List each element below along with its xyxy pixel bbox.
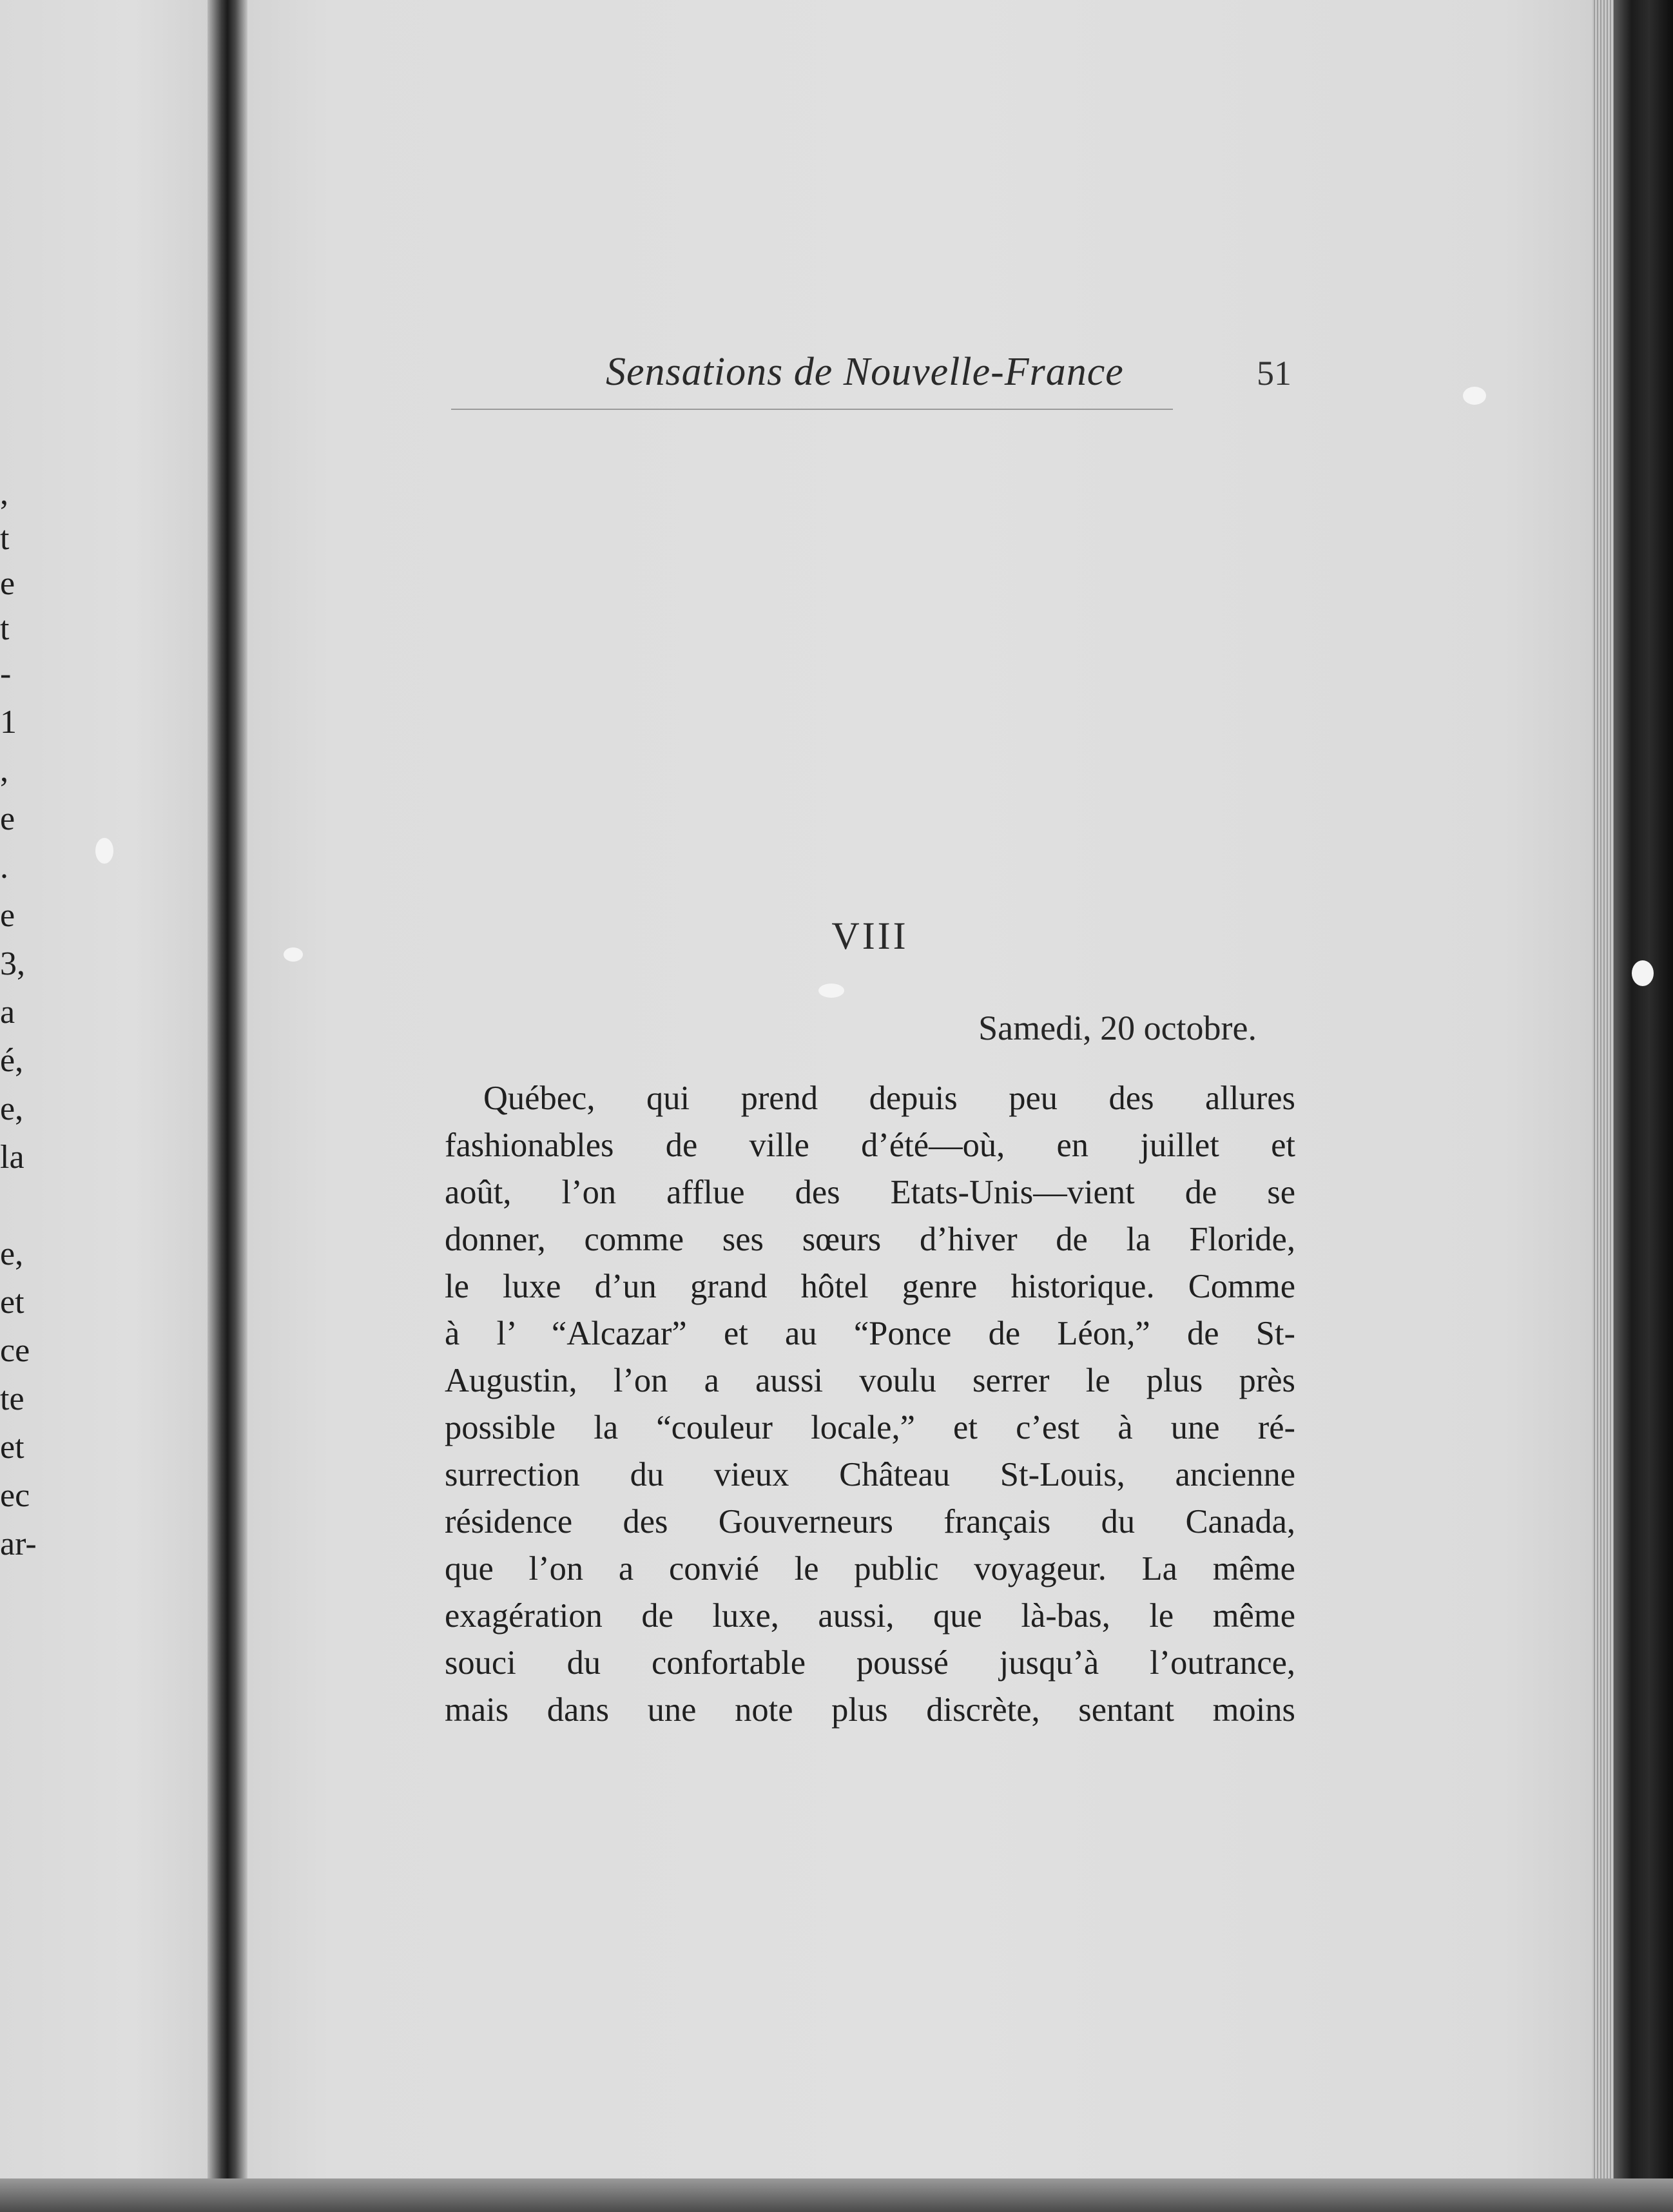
dateline: Samedi, 20 octobre. [978,1009,1257,1047]
book-gutter [208,0,247,2212]
left-page-fragment: e, [0,1091,24,1127]
left-page-fragment: ec [0,1477,30,1514]
page-edges [1592,0,1614,2191]
running-title: Sensations de Nouvelle-France [606,350,1124,394]
text-line: exagération de luxe, aussi, que là-bas, le même [445,1597,1295,1635]
left-page-fragment: é, [0,1042,24,1079]
left-page-fragment: ce [0,1332,30,1369]
scan-speck [95,838,113,864]
left-page-fragment: la [0,1139,24,1176]
left-page-fragment: ar- [0,1526,37,1562]
left-page-fragment: , [0,752,8,789]
left-page-fragment: t [0,610,10,647]
chapter-number: VIII [831,915,909,957]
text-line: Québec, qui prend depuis peu des allures [483,1080,1295,1117]
left-page-fragment: , [0,475,8,512]
text-line: surrection du vieux Château St-Louis, ancienne [445,1456,1295,1493]
text-line: à l’ “Alcazar” et au “Ponce de Léon,” de St- [445,1315,1295,1352]
left-page-fragment: e [0,565,15,602]
left-page-fragment: et [0,1429,24,1466]
left-page-fragment: t [0,520,10,557]
left-page-fragment: 1 [0,704,17,741]
scan-speck [818,984,844,998]
left-page-fragment: e, [0,1236,24,1272]
text-line: mais dans une note plus discrète, sentant moins [445,1691,1295,1729]
scan-speck [1463,387,1486,405]
text-line: souci du confortable poussé jusqu’à l’outrance, [445,1644,1295,1682]
body-text [445,1075,1295,1734]
text-line: août, l’on afflue des Etats-Unis—vient de se [445,1174,1295,1211]
text-line: Augustin, l’on a aussi voulu serrer le plus près [445,1362,1295,1399]
left-page-fragment: - [0,655,12,692]
left-page-fragment: 3, [0,946,25,982]
scan-speck [1632,960,1654,986]
left-page-fragment: e [0,800,15,837]
left-page-fragment: e [0,897,15,934]
left-page-fragment: . [0,849,8,886]
text-line: le luxe d’un grand hôtel genre historique. Comme [445,1268,1295,1305]
text-line: résidence des Gouverneurs français du Canada, [445,1503,1295,1540]
header-rule [451,409,1173,410]
running-head [451,349,1347,401]
text-line: fashionables de ville d’été—où, en juillet et [445,1127,1295,1164]
left-page-text-fragments [0,0,222,2212]
left-page [0,0,222,2212]
text-line: que l’on a convié le public voyageur. La même [445,1550,1295,1587]
scan-speck [284,947,303,962]
left-page-fragment: et [0,1284,24,1321]
bottom-shadow [0,2178,1673,2212]
page-number: 51 [1257,354,1291,393]
text-line: donner, comme ses sœurs d’hiver de la Floride, [445,1221,1295,1258]
text-line: possible la “couleur locale,” et c’est à une ré- [445,1409,1295,1446]
book-cover-edge [1614,0,1673,2212]
left-page-fragment: a [0,994,15,1031]
left-page-fragment: te [0,1381,24,1417]
